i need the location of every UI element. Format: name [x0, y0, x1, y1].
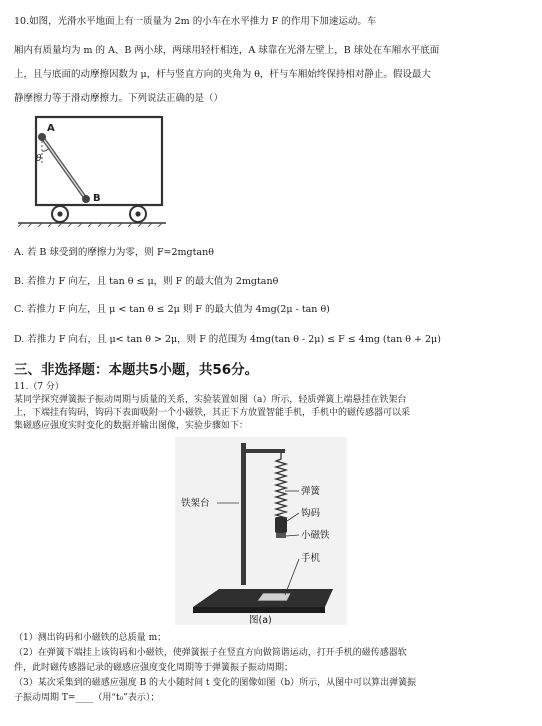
- q11-step-1: （1）测出钩码和小磁铁的总质量 m；: [14, 633, 167, 643]
- label-a: A: [47, 123, 55, 134]
- q10-line-1: 10.如图，光滑水平地面上有一质量为 2m 的小车在水平推力 F 的作用下加速运动。车: [14, 16, 377, 27]
- q11-intro-1: 某同学探究弹簧振子振动周期与质量的关系，实验装置如图（a）所示，轻质弹簧上端悬挂在铁架台: [14, 395, 407, 405]
- cart-box: [36, 117, 162, 205]
- label-stand: 铁架台: [181, 498, 210, 509]
- q10-option-a: A. 若 B 球受到的摩擦力为零，则 F=2mgtanθ: [14, 247, 214, 258]
- q11-step-2b: 件，此时磁传感器记录的磁感应强度变化周期等于弹簧振子振动周期；: [14, 663, 294, 673]
- stand-arm: [241, 449, 285, 453]
- figure-caption: 图(a): [249, 615, 272, 625]
- q10-line-2: 厢内有质量均为 m 的 A、B 两小球，两球用轻杆相连，A 球靠在光滑左壁上，B 球处在车厢水平底面: [14, 45, 440, 56]
- section-heading: 三、非选择题：本题共5小题，共56分。: [14, 362, 259, 378]
- q11-intro-3: 集磁感应强度实时变化的数据并输出图像，实验步骤如下：: [14, 421, 249, 431]
- label-phone: 手机: [301, 553, 321, 564]
- phone: [257, 593, 291, 601]
- magnet: [276, 533, 286, 538]
- ball-b: [82, 195, 90, 203]
- q10-option-d: D. 若推力 F 向右，且 μ< tan θ > 2μ，则 F 的范围为 4mg(tan θ - 2μ) ≤ F ≤ 4mg (tan θ + 2μ): [14, 334, 441, 345]
- q11-number: 11.（7 分）: [14, 382, 64, 392]
- q11-apparatus-figure: [175, 437, 347, 625]
- weight: [275, 517, 287, 533]
- q11-step-3b: 子振动周期 T=____（用“t₀”表示）；: [14, 693, 160, 703]
- label-theta: θ: [36, 154, 42, 164]
- label-magnet: 小磁铁: [301, 530, 330, 541]
- q10-line-3: 上，且与底面的动摩擦因数为 μ，杆与竖直方向的夹角为 θ，杆与车厢始终保持相对静止。假设最大: [14, 69, 431, 80]
- q11-intro-2: 上，下端挂有钩码，钩码下表面吸附一个小磁铁，其正下方放置智能手机，手机中的磁传感器可以采: [14, 408, 411, 418]
- q11-step-3: （3）某次采集到的磁感应强度 B 的大小随时间 t 变化的图像如图（b）所示，从图中可以算出弹簧振: [14, 678, 417, 688]
- label-weight: 钩码: [301, 508, 321, 519]
- q10-line-4: 静摩擦力等于滑动摩擦力。下列说法正确的是（）: [14, 93, 224, 104]
- q10-option-b: B. 若推力 F 向左，且 tan θ ≤ μ，则 F 的最大值为 2mgtanθ: [14, 276, 279, 287]
- stand-pole: [241, 443, 246, 585]
- ball-a: [38, 133, 46, 141]
- q10-cart-figure: [10, 115, 170, 227]
- label-b: B: [93, 193, 101, 204]
- q10-option-c: C. 若推力 F 向左，且 μ < tan θ ≤ 2μ 则 F 的最大值为 4mg(2μ - tan θ): [14, 304, 330, 315]
- q11-step-2: （2）在弹簧下端挂上该钩码和小磁铁，使弹簧振子在竖直方向做简谐运动，打开手机的磁传感器软: [14, 648, 407, 658]
- label-spring: 弹簧: [301, 486, 321, 497]
